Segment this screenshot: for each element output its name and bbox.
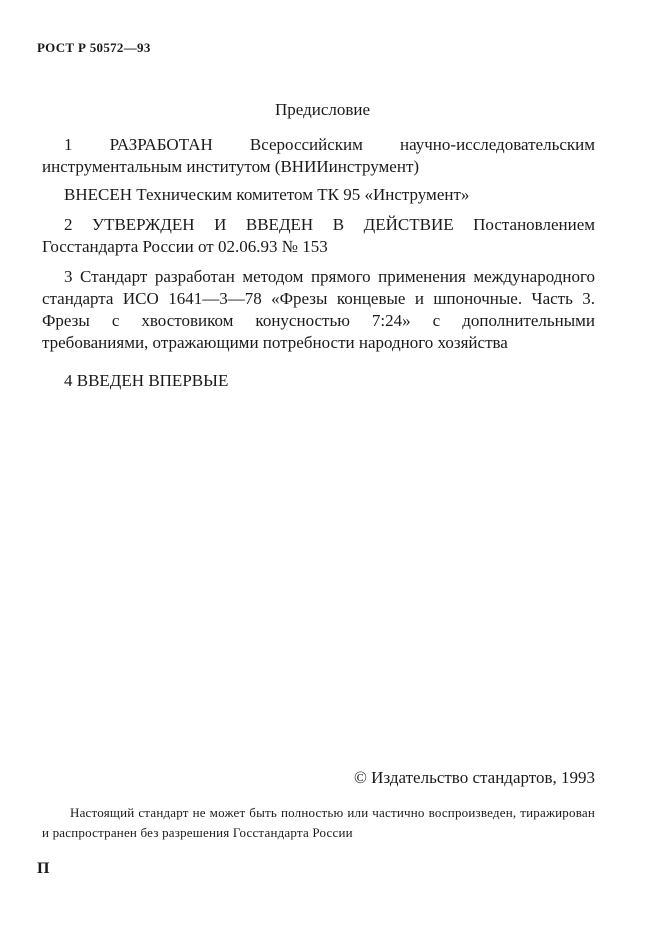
paragraph-text: 3 Стандарт разработан методом прямого применения международного стандарта ИСО 1641—3—78 «Фрезы концевые и шпоночные. Часть 3. Фрезы с хвостовиком конусностью 7:24» с дополнительными требованиями, отражающими потребности народного хозяйства — [42, 267, 595, 352]
notice-text: Настоящий стандарт не может быть полностью или частично воспроизведен, тиражирован и распространен без разрешения Госстандарта России — [42, 805, 595, 840]
paragraph-first-introduced — [42, 370, 595, 392]
paragraph-text: 2 УТВЕРЖДЕН И ВВЕДЕН В ДЕЙСТВИЕ Постановлением Госстандарта России от 02.06.93 № 153 — [42, 215, 595, 256]
paragraph-text: 4 ВВЕДЕН ВПЕРВЫЕ — [64, 371, 229, 390]
paragraph-submitted — [42, 184, 595, 206]
paragraph-approved — [42, 214, 595, 258]
copyright-notice: © Издательство стандартов, 1993 — [354, 768, 595, 787]
reproduction-notice — [42, 803, 595, 843]
section-title: Предисловие — [274, 100, 371, 119]
document-code: РОСТ Р 50572—93 — [37, 40, 151, 55]
paragraph-method — [42, 266, 595, 354]
page-mark: П — [37, 860, 50, 877]
paragraph-text: 1 РАЗРАБОТАН Всероссийским научно-исследовательским инструментальным институтом (ВНИИинструмент) — [42, 135, 595, 176]
paragraph-text: ВНЕСЕН Техническим комитетом ТК 95 «Инструмент» — [64, 185, 470, 204]
paragraph-developed — [42, 134, 595, 178]
